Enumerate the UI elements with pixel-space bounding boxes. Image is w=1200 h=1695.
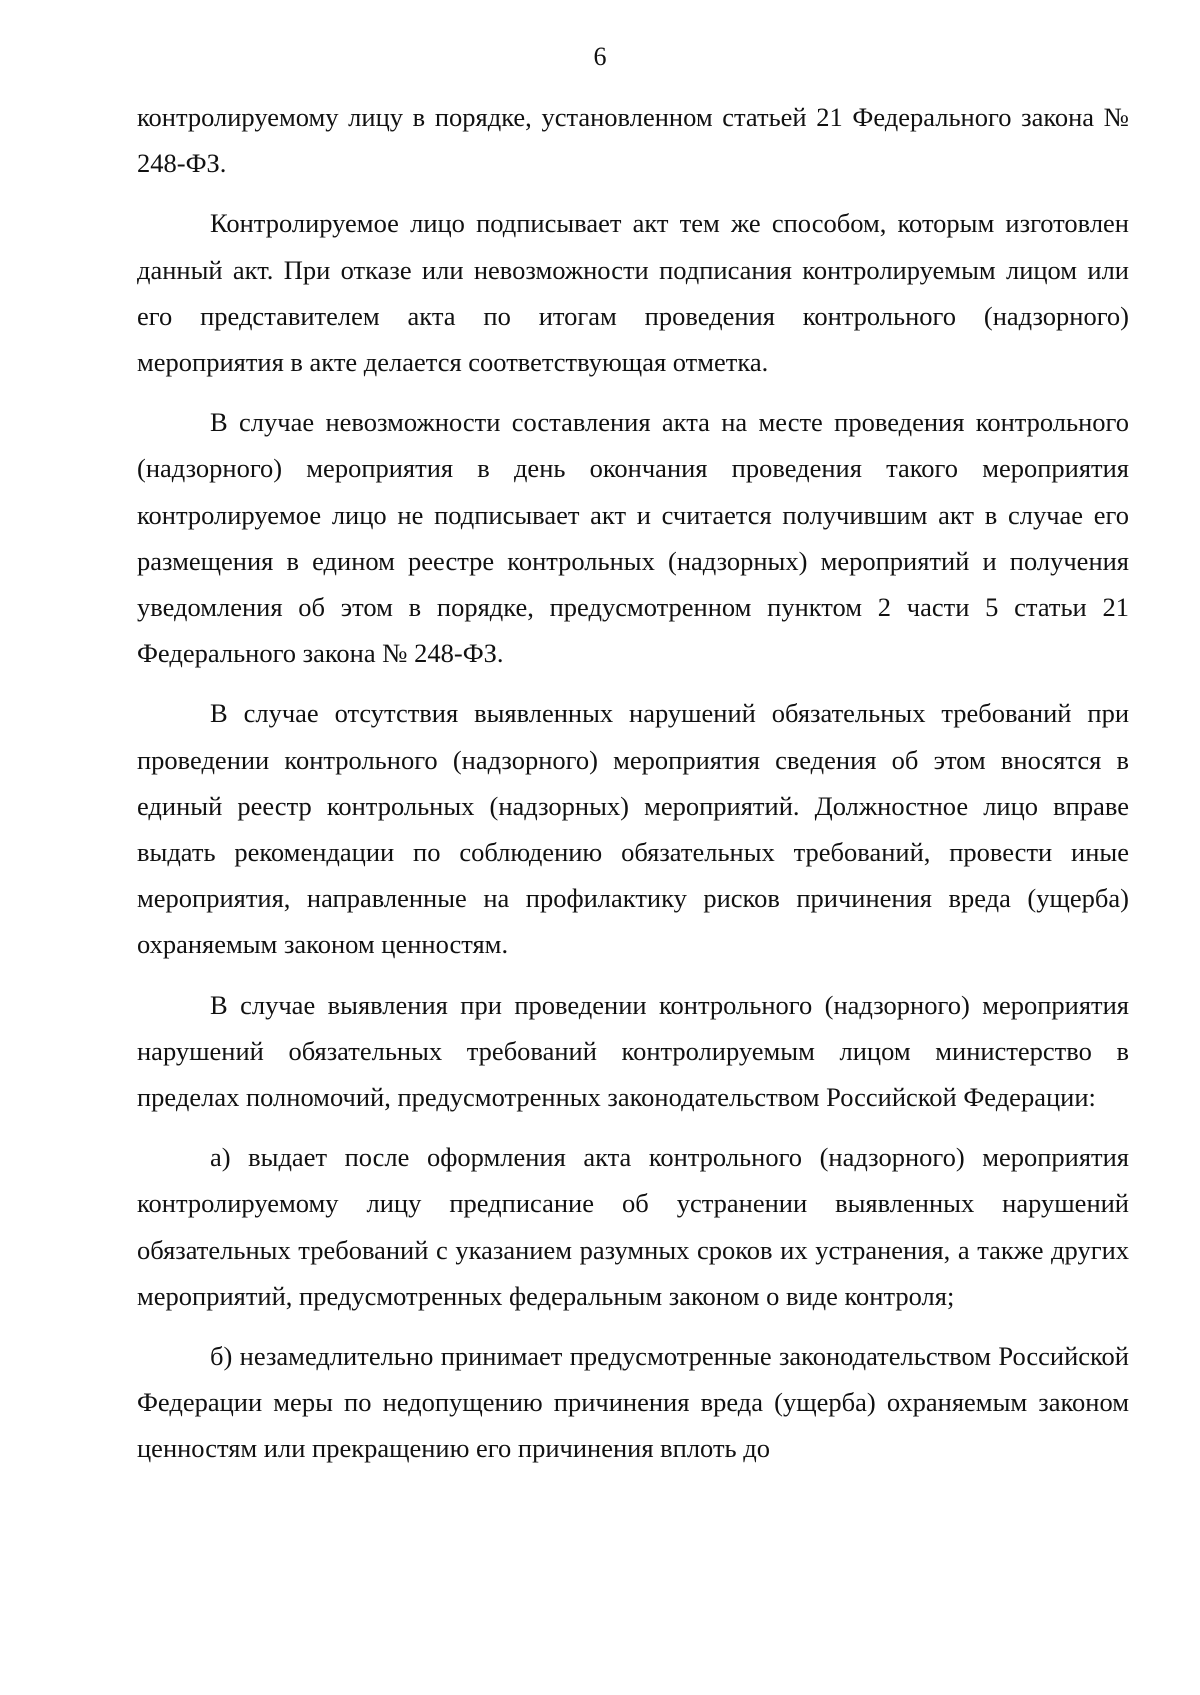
page-number: 6 (593, 42, 607, 71)
paragraph-violations-found: В случае выявления при проведении контрольного (надзорного) мероприятия нарушений обязательных требований контролируемым лицом министерство в пределах полномочий, предусмотренных законодательством Российской Федерации: (137, 989, 1129, 1113)
paragraph-no-violations: В случае отсутствия выявленных нарушений обязательных требований при проведении контрольного (надзорного) мероприятия сведения об этом вносятся в единый реестр контрольных (надзорных) мероприятий. Должностное лицо вправе выдать рекомендации по соблюдению обязательных требований, провести иные мероприятия, направленные на профилактику рисков причинения вреда (ущерба) охраняемым законом ценностям. (137, 698, 1129, 960)
document-body (137, 94, 1129, 1486)
paragraph-continuation: контролируемому лицу в порядке, установленном статьей 21 Федерального закона № 248-ФЗ. (137, 102, 1129, 179)
list-item-a: а) выдает после оформления акта контрольного (надзорного) мероприятия контролируемому лицу предписание об устранении выявленных нарушений обязательных требований с указанием разумных сроков их устранения, а также других мероприятий, предусмотренных федеральным законом о виде контроля; (137, 1142, 1129, 1311)
list-item-b: б) незамедлительно принимает предусмотренные законодательством Российской Федерации меры по недопущению причинения вреда (ущерба) охраняемым законом ценностям или прекращению его причинения вплоть до (137, 1341, 1129, 1464)
paragraph-act-impossibility: В случае невозможности составления акта на месте проведения контрольного (надзорного) мероприятия в день окончания проведения такого мероприятия контролируемое лицо не подписывает акт и считается получившим акт в случае его размещения в едином реестре контрольных (надзорных) мероприятий и получения уведомления об этом в порядке, предусмотренном пунктом 2 части 5 статьи 21 Федерального закона № 248-ФЗ. (137, 407, 1129, 669)
paragraph-act-signing: Контролируемое лицо подписывает акт тем же способом, которым изготовлен данный акт. При отказе или невозможности подписания контролируемым лицом или его представителем акта по итогам проведения контрольного (надзорного) мероприятия в акте делается соответствующая отметка. (137, 208, 1129, 378)
